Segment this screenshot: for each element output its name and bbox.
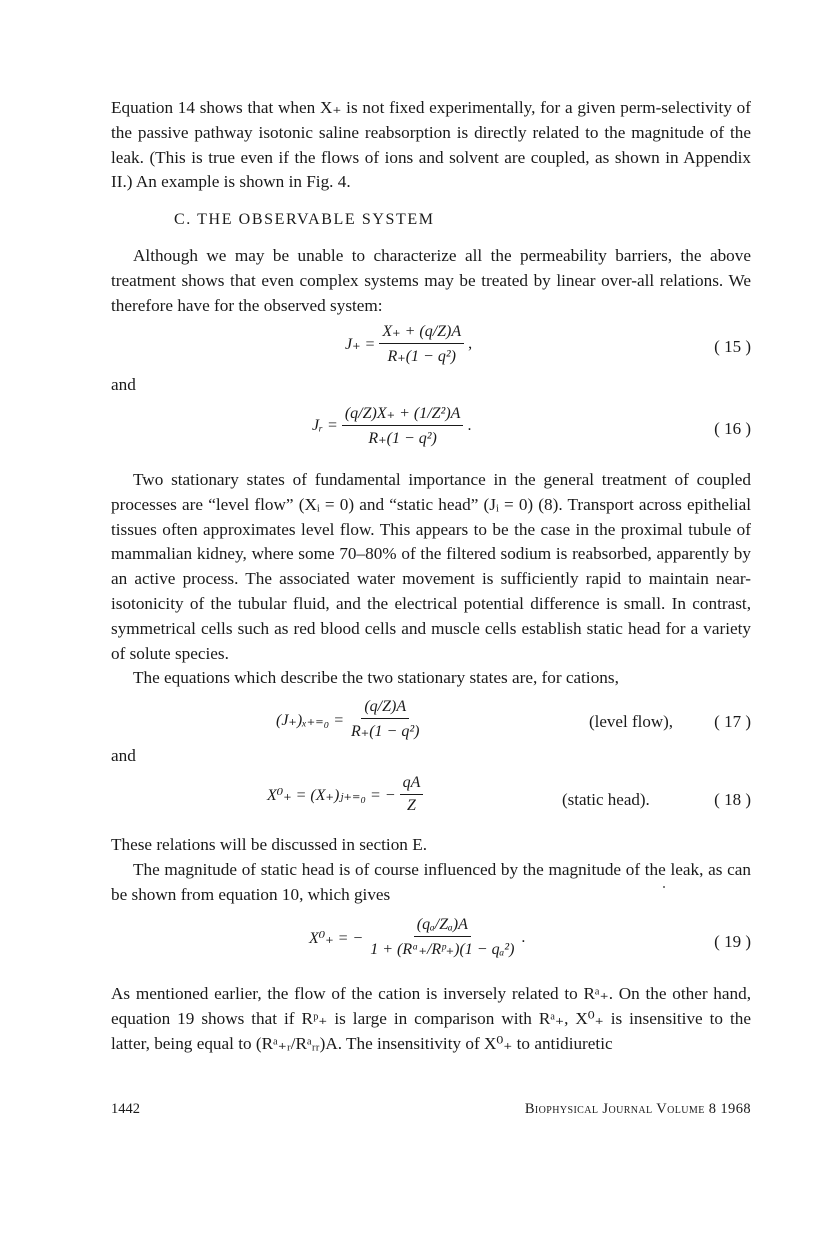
eq17-lhs: (J₊)ₓ₊₌₀ =	[276, 711, 344, 729]
page-number: 1442	[111, 1101, 140, 1117]
paragraph-5: These relations will be discussed in section E.	[111, 835, 427, 854]
equation-17	[111, 698, 751, 758]
paragraph-1: Equation 14 shows that when X₊ is not fixed experimentally, for a given perm-selectivity of the passive pathway isotonic saline reabsorption is directly related to the magnitude of the leak. (This is true even if the flows of ions and solvent are coupled, as shown in Appendix II.) An example is shown in Fig. 4.	[111, 98, 751, 192]
eq19-lhs: X⁰₊ = −	[309, 929, 364, 947]
eq17-number: ( 17 )	[714, 712, 751, 731]
eq16-denominator: R₊(1 − q²)	[368, 430, 437, 447]
paragraph-2: Although we may be unable to characterize all the permeability barriers, the above treatment shows that even complex systems may be treated by linear over-all relations. We therefore have for the observed system:	[111, 246, 751, 315]
paragraph-4: The equations which describe the two stationary states are, for cations,	[133, 668, 619, 687]
paragraph-3: Two stationary states of fundamental importance in the general treatment of coupled processes are “level flow” (Xᵢ = 0) and “static head” (Jᵢ = 0) (8). Transport across epithelial tissues often approximates level flow. This appears to be the case in the proximal tubule of mammalian kidney, where some 70–80% of the filtered sodium is reabsorbed, apparently by an active process. The associated water movement is sufficiently rapid to maintain near-isotonicity of the tubular fluid, and the electrical potential difference is small. In contrast, symmetrical cells such as red blood cells and muscle cells establish static head for a variety of solute species.	[111, 470, 751, 663]
and-1: and	[111, 375, 136, 394]
and-2: and	[111, 746, 136, 765]
eq17-note: (level flow),	[589, 712, 674, 731]
section-heading: C. THE OBSERVABLE SYSTEM	[174, 211, 435, 228]
eq15-tail: ,	[468, 334, 473, 352]
eq15-fraction	[379, 321, 464, 366]
eq19-fraction	[367, 916, 517, 959]
eq15-denominator: R₊(1 − q²)	[387, 348, 456, 365]
paragraph-7: As mentioned earlier, the flow of the cation is inversely related to Rᵃ₊. On the other hand, equation 19 shows that if Rᵖ₊ is large in comparison with Rᵃ₊, X⁰₊ is insensitive to the latter, being equal to (Rᵃ₊ᵣ/Rᵃᵣᵣ)A. The insensitivity of X⁰₊ to antidiuretic	[111, 984, 751, 1053]
eq19-number: ( 19 )	[714, 932, 751, 951]
eq17-numerator: (q/Z)A	[361, 698, 409, 719]
eq16-tail: .	[467, 416, 472, 434]
eq15-number: ( 15 )	[714, 337, 751, 356]
eq17-denominator: R₊(1 − q²)	[351, 723, 420, 740]
eq16-fraction	[342, 403, 464, 448]
eq19-tail: .	[521, 928, 526, 946]
stray-mark	[663, 886, 665, 888]
equation-15	[111, 321, 751, 381]
eq18-lhs: X⁰₊ = (X₊)ⱼ₊₌₀ = −	[267, 786, 396, 804]
eq16-lhs: Jᵣ =	[312, 416, 338, 434]
eq16-number: ( 16 )	[714, 419, 751, 438]
eq18-numerator: qA	[400, 774, 424, 795]
equation-18	[111, 774, 751, 834]
eq18-denominator: Z	[407, 797, 416, 814]
eq19-denominator: 1 + (Rᵃ₊/Rᵖ₊)(1 − qₐ²)	[370, 941, 515, 958]
paragraph-6: The magnitude of static head is of course influenced by the magnitude of the leak, as can be shown from equation 10, which gives	[111, 860, 751, 904]
eq17-fraction	[348, 698, 422, 741]
eq15-lhs: J₊ =	[345, 335, 376, 353]
eq16-numerator: (q/Z)X₊ + (1/Z²)A	[342, 403, 464, 426]
eq18-note: (static head).	[562, 790, 650, 809]
equation-16	[111, 403, 751, 463]
equation-19	[111, 916, 751, 976]
journal-citation: Biophysical Journal Volume 8 1968	[524, 1101, 751, 1117]
eq19-numerator: (qₐ/Zₐ)A	[414, 916, 471, 937]
eq18-fraction	[400, 774, 424, 815]
eq15-numerator: X₊ + (q/Z)A	[379, 321, 464, 344]
eq18-number: ( 18 )	[714, 790, 751, 809]
